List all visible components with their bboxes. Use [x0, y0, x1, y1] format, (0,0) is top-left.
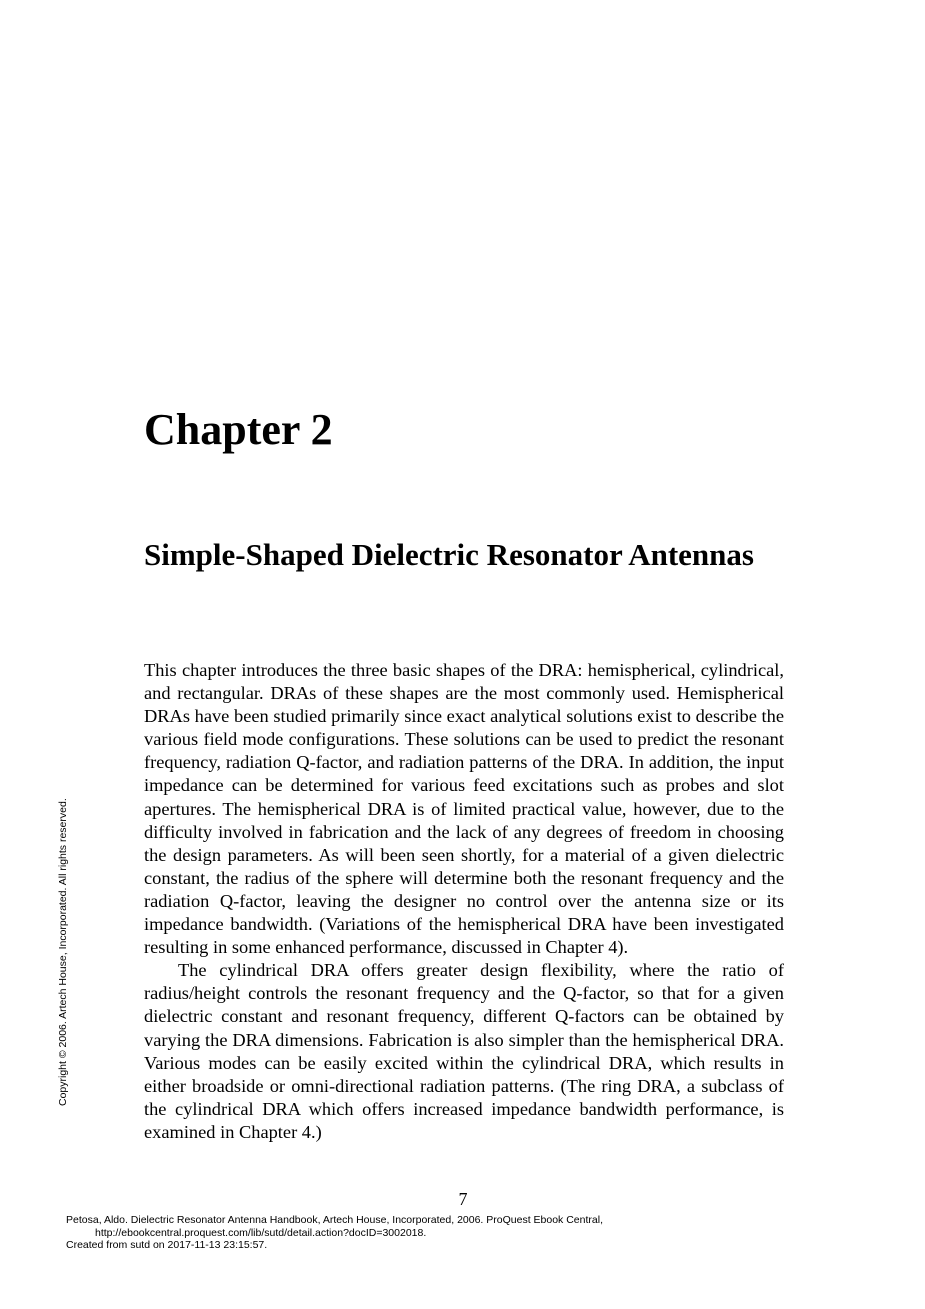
- footer-citation: Petosa, Aldo. Dielectric Resonator Antenna Handbook, Artech House, Incorporated, 2006. ProQuest Ebook Central,: [66, 1214, 603, 1226]
- footer-url: http://ebookcentral.proquest.com/lib/sutd/detail.action?docID=3002018.: [95, 1226, 427, 1239]
- footer-citation-block: [66, 1214, 886, 1252]
- chapter-title: Simple-Shaped Dielectric Resonator Antennas: [144, 537, 754, 572]
- copyright-notice: Copyright © 2006. Artech House, Incorporated. All rights reserved.: [57, 798, 69, 1106]
- paragraph-2: The cylindrical DRA offers greater design flexibility, where the ratio of radius/height controls the resonant frequency and the Q-factor, so that for a given dielectric constant and resonant frequency, different Q-factors can be obtained by varying the DRA dimensions. Fabrication is also simpler than the hemispherical DRA. Various modes can be easily excited within the cylindrical DRA, which results in either broadside or omni-directional radiation patterns. (The ring DRA, a subclass of the cylindrical DRA which offers increased impedance bandwidth performance, is examined in Chapter 4.): [144, 960, 784, 1142]
- chapter-label: Chapter 2: [144, 405, 333, 454]
- page-number: 7: [458, 1189, 468, 1209]
- paragraph-1: This chapter introduces the three basic shapes of the DRA: hemispherical, cylindrical, and rectangular. DRAs of these shapes are the most commonly used. Hemispherical DRAs have been studied primarily since exact analytical solutions exist to describe the various field mode configurations. These solutions can be used to predict the resonant frequency, radiation Q-factor, and radiation patterns of the DRA. In addition, the input impedance can be determined for various feed excitations such as probes and slot apertures. The hemispherical DRA is of limited practical value, however, due to the difficulty involved in fabrication and the lack of any degrees of freedom in choosing the design parameters. As will been seen shortly, for a material of a given dielectric constant, the radius of the sphere will determine both the resonant frequency and the radiation Q-factor, leaving the designer no control over the antenna size or its impedance bandwidth. (Variations of the hemispherical DRA have been investigated resulting in some enhanced performance, discussed in Chapter 4).: [144, 660, 784, 958]
- body-text: [144, 659, 784, 1144]
- footer-created: Created from sutd on 2017-11-13 23:15:57.: [66, 1239, 268, 1251]
